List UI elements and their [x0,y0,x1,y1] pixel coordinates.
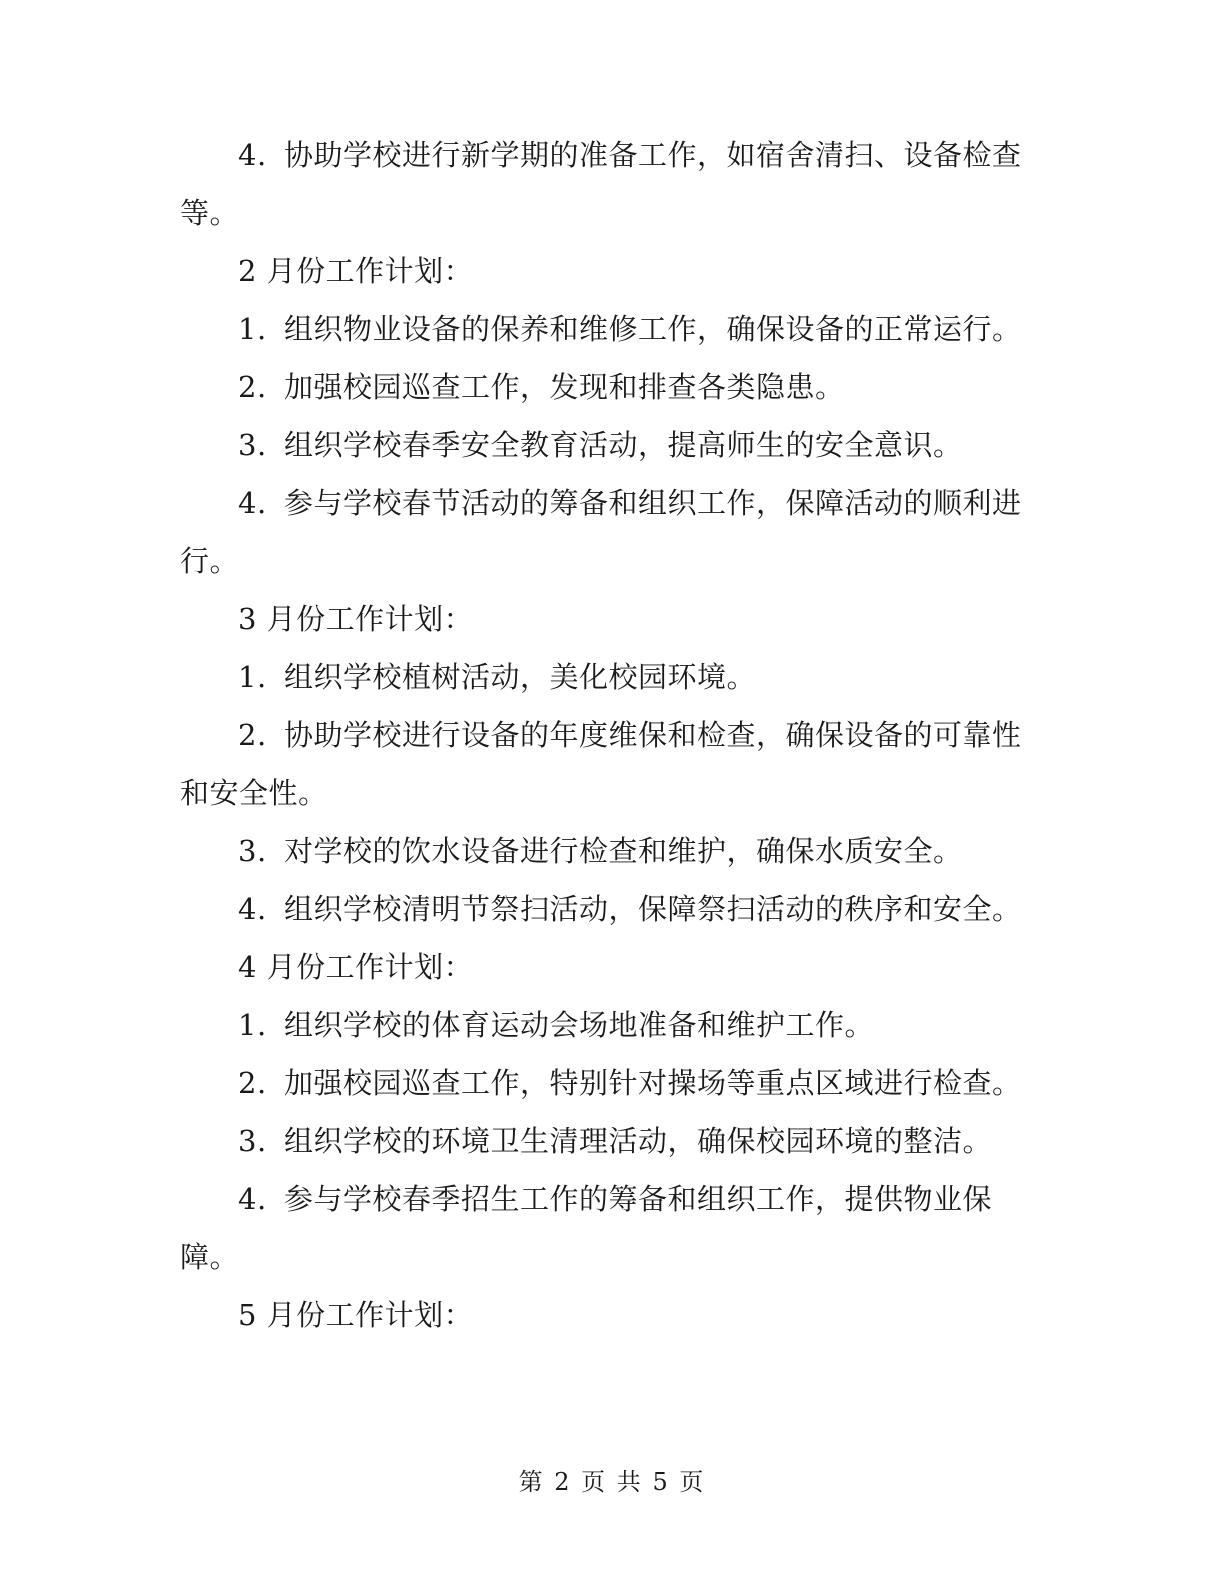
paragraph-text: 协助学校进行设备的年度维保和检查，确保设备的可靠性和安全性。 [180,718,1022,810]
paragraph-text: 组织学校春季安全教育活动，提高师生的安全意识。 [284,428,963,462]
section-heading [180,938,1030,996]
section-heading [180,590,1030,648]
paragraph-text: 组织学校的环境卫生清理活动，确保校园环境的整洁。 [284,1124,993,1158]
paragraph [180,996,1030,1054]
item-number: 2. [238,718,267,752]
paragraph [180,648,1030,706]
paragraph-text: 3 月份工作计划： [238,602,474,636]
paragraph-text: 4 月份工作计划： [238,950,474,984]
item-number: 3. [238,834,267,868]
paragraph [180,474,1030,590]
paragraph [180,1170,1030,1286]
paragraph-text: 协助学校进行新学期的准备工作，如宿舍清扫、设备检查等。 [180,138,1022,230]
item-number: 1. [238,660,267,694]
item-number: 4. [238,1182,267,1216]
item-number: 4. [238,138,267,172]
paragraph-text: 参与学校春节活动的筹备和组织工作，保障活动的顺利进行。 [180,486,1022,578]
item-number: 2. [238,370,267,404]
paragraph-text: 2 月份工作计划： [238,254,474,288]
paragraph [180,880,1030,938]
paragraph [180,416,1030,474]
paragraph [180,1054,1030,1112]
paragraph [180,1112,1030,1170]
paragraph-text: 加强校园巡查工作，发现和排查各类隐患。 [284,370,845,404]
item-number: 1. [238,312,267,346]
section-heading [180,1286,1030,1344]
document-body [180,126,1030,1344]
item-number: 1. [238,1008,267,1042]
paragraph [180,126,1030,242]
item-number: 3. [238,428,267,462]
paragraph-text: 加强校园巡查工作，特别针对操场等重点区域进行检查。 [284,1066,1022,1100]
item-number: 3. [238,1124,267,1158]
page-number: 第 2 页 共 5 页 [518,1468,706,1496]
paragraph [180,706,1030,822]
paragraph-text: 组织物业设备的保养和维修工作，确保设备的正常运行。 [284,312,1022,346]
paragraph [180,822,1030,880]
paragraph-text: 组织学校的体育运动会场地准备和维护工作。 [284,1008,875,1042]
paragraph-text: 参与学校春季招生工作的筹备和组织工作，提供物业保障。 [180,1182,993,1274]
paragraph-text: 组织学校清明节祭扫活动，保障祭扫活动的秩序和安全。 [284,892,1022,926]
page-footer [0,1462,1224,1497]
item-number: 4. [238,892,267,926]
paragraph-text: 5 月份工作计划： [238,1298,474,1332]
item-number: 4. [238,486,267,520]
item-number: 2. [238,1066,267,1100]
paragraph-text: 对学校的饮水设备进行检查和维护，确保水质安全。 [284,834,963,868]
paragraph [180,358,1030,416]
section-heading [180,242,1030,300]
paragraph [180,300,1030,358]
paragraph-text: 组织学校植树活动，美化校园环境。 [284,660,757,694]
